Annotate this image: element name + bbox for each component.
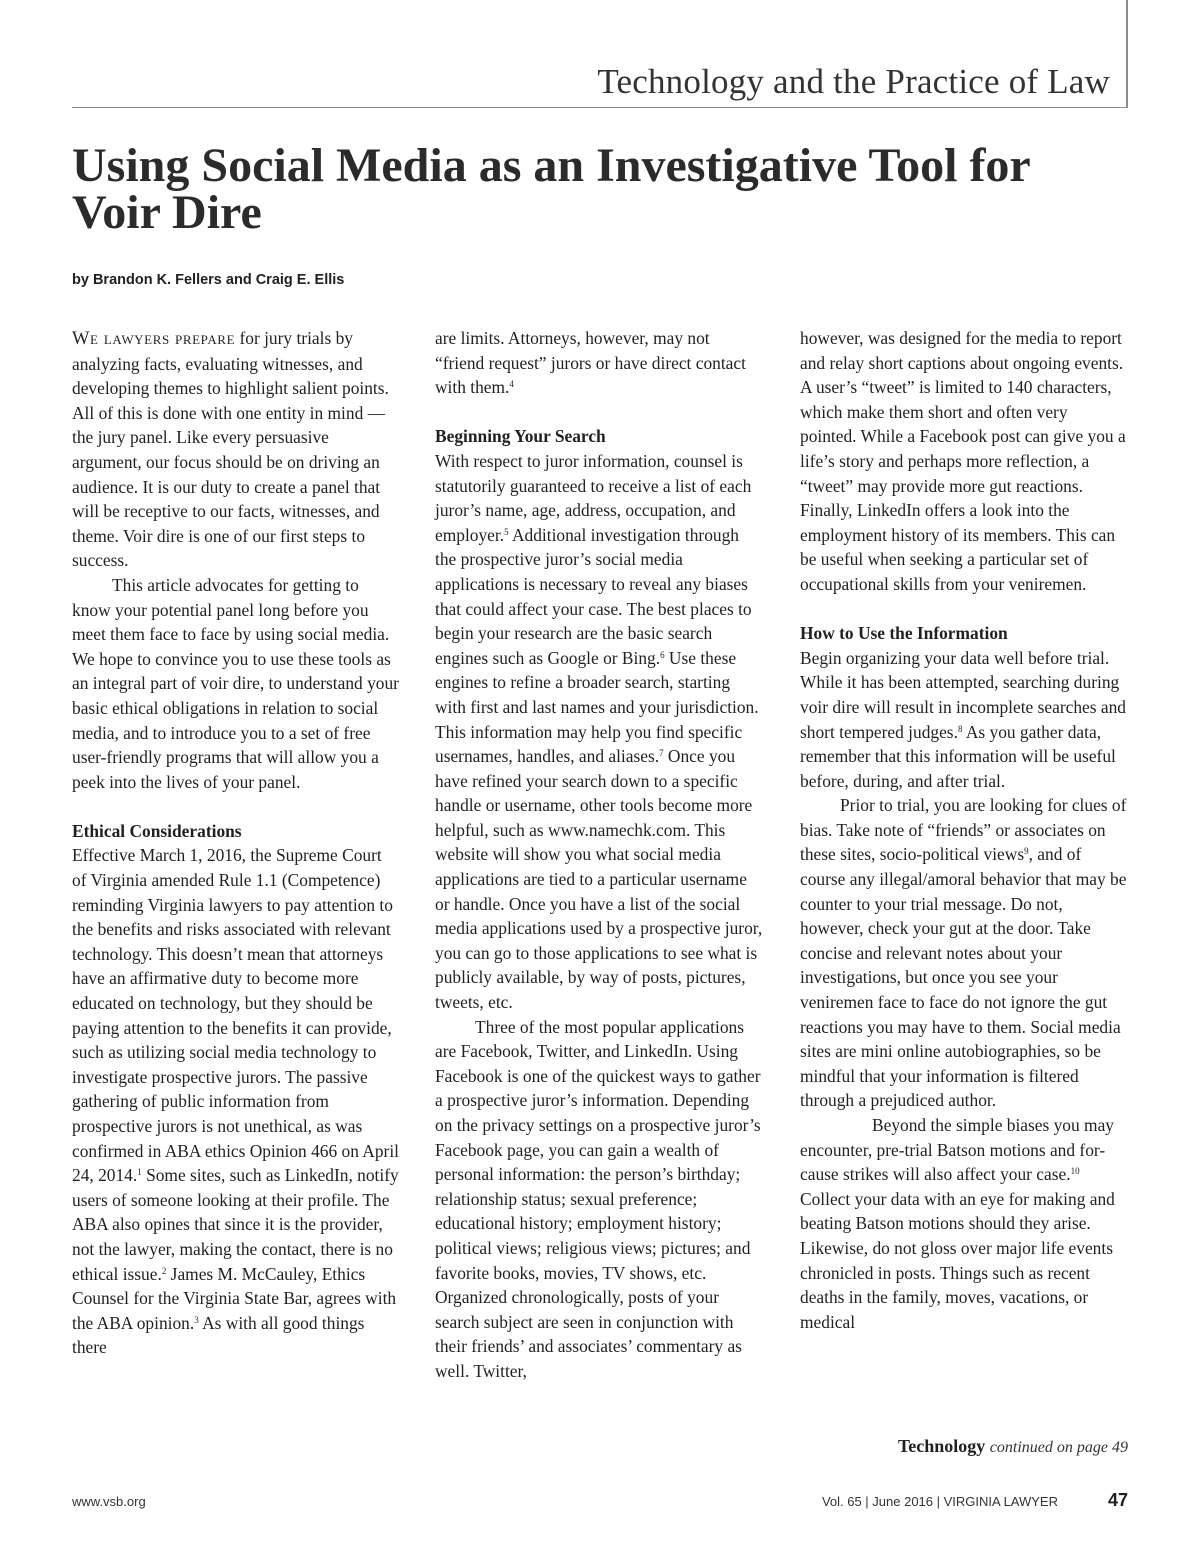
footnote-ref: 8 bbox=[957, 723, 963, 734]
paragraph bbox=[800, 793, 1128, 1113]
subheading-ethical: Ethical Considerations bbox=[72, 820, 242, 841]
paragraph-text: With respect to juror information, counsel is statutorily guaranteed to receive a list of each juror’s name, age, address, occupation, and employer. bbox=[435, 450, 752, 545]
paragraph-text: Prior to trial, you are looking for clues of bias. Take note of “friends” or associates on these sites, socio-political views bbox=[800, 795, 1127, 865]
section-heading: Technology and the Practice of Law bbox=[597, 62, 1110, 101]
footnote-ref: 9 bbox=[1024, 846, 1029, 857]
continued-text: continued on page 49 bbox=[989, 1439, 1128, 1456]
paragraph-text: Begin organizing your data well before trial. While it has been attempted, searching during voir dire will result in incomplete searches and short tempered judges. bbox=[800, 647, 1126, 742]
paragraph-text: Once you have refined your search down to a specific handle or username, other tools become more helpful, such as www.namechk.com. This website will show you what social media applications are tied to a particular username or handle. Once you have a list of the social media applications used by a prospective juror, you can go to those applications to see what is publicly available, by way of posts, pictures, tweets, etc. bbox=[435, 746, 763, 1013]
paragraph bbox=[800, 646, 1128, 794]
paragraph-text: As you gather data, remember that this information will be useful before, during, and after trial. bbox=[800, 721, 1116, 791]
paragraph-text: Use these engines to refine a broader search, starting with first and last names and your jurisdiction. This information may help you find specific usernames, handles, and aliases. bbox=[435, 647, 759, 767]
paragraph: This article advocates for getting to know your potential panel long before you meet them face to face by using social media. We hope to convince you to use these tools as an integral part of voir dire, to understand your basic ethical obligations in relation to social media, and to introduce you to a set of free user-friendly programs that will allow you a peek into the lives of your panel. bbox=[72, 574, 399, 792]
footer-website[interactable]: www.vsb.org bbox=[72, 1494, 146, 1509]
paragraph-text: James M. McCauley, Ethics Counsel for the Virginia State Bar, agrees with the ABA opinion. bbox=[72, 1263, 397, 1333]
paragraph-text: Additional investigation through the prospective juror’s social media applications is necessary to reveal any biases that could affect your case. The best places to begin your research are the basic search engines such as Google or Bing. bbox=[435, 524, 752, 668]
lead-in-caps: We lawyers prepare bbox=[72, 329, 236, 349]
paragraph: however, was designed for the media to report and relay short captions about ongoing events. A user’s “tweet” is limited to 140 characters, which make them short and often very pointed. While a Facebook post can give you a life’s story and perhaps more reflection, a “tweet” may provide more gut reactions. Finally, LinkedIn offers a look into the employment history of its members. This can be useful when seeking a particular set of occupational skills from your veniremen. bbox=[800, 328, 1126, 594]
column-1 bbox=[72, 326, 400, 1360]
footnote-ref: 10 bbox=[1070, 1166, 1080, 1177]
subheading-how-to-use: How to Use the Information bbox=[800, 623, 1008, 644]
paragraph-text: , and of course any illegal/amoral behavior that may be counter to your trial message. Do not, however, check your gut at the door. Take concise and relevant notes about your investigations, but once you see your veniremen face to face do not ignore the gut reactions you may have to them. Social media sites are mini online autobiographies, so be mindful that your information is filtered through a prejudiced author. bbox=[800, 844, 1127, 1111]
footer-issue: Vol. 65 | June 2016 | VIRGINIA LAWYER bbox=[821, 1494, 1058, 1509]
paragraph bbox=[435, 449, 763, 1015]
footnote-ref: 7 bbox=[659, 748, 664, 759]
article-title: Using Social Media as an Investigative Tool for Voir Dire bbox=[72, 139, 1030, 239]
page-number: 47 bbox=[1107, 1490, 1128, 1510]
paragraph-text: Effective March 1, 2016, the Supreme Court of Virginia amended Rule 1.1 (Competence) reminding Virginia lawyers to pay attention to the benefits and risks associated with relevant technology. This doesn’t mean that attorneys have an affirmative duty to become more educated on technology, but they should be paying attention to the benefits it can provide, such as utilizing social media technology to investigate prospective jurors. The passive gathering of public information from prospective jurors is not unethical, as was confirmed in ABA ethics Opinion 466 on April 24, 2014. bbox=[72, 845, 400, 1186]
paragraph bbox=[435, 326, 763, 400]
footnote-ref: 5 bbox=[504, 526, 509, 537]
footnote-ref: 2 bbox=[161, 1265, 167, 1276]
paragraph: Three of the most popular applications are Facebook, Twitter, and LinkedIn. Using Facebook is one of the quickest ways to gather a prospective juror’s information. Depending on the privacy settings on a prospective juror’s Facebook page, you can gain a wealth of personal information: the person’s birthday; relationship status; sexual preference; educational history; employment history; political views; religious views; pictures; and favorite books, movies, TV shows, etc. Organized chronologically, posts of your search subject are seen in conjunction with their friends’ and associates’ commentary as well. Twitter, bbox=[435, 1016, 761, 1381]
subheading-beginning: Beginning Your Search bbox=[435, 426, 606, 447]
paragraph-text: are limits. Attorneys, however, may not “friend request” jurors or have direct contact with them. bbox=[435, 328, 746, 398]
column-2 bbox=[435, 326, 763, 1384]
footnote-ref: 1 bbox=[137, 1167, 142, 1178]
paragraph-text: Some sites, such as LinkedIn, notify users of someone looking at their profile. The ABA also opines that since it is the provider, not the lawyer, making the contact, there is no ethical issue. bbox=[72, 1165, 399, 1284]
paragraph bbox=[72, 843, 400, 1359]
column-3 bbox=[800, 326, 1128, 1334]
footnote-ref: 4 bbox=[509, 379, 514, 390]
paragraph-text: for jury trials by analyzing facts, evaluating witnesses, and developing themes to highlight salient points. All of this is done with one entity in mind — the jury panel. Like every persuasive argument, our focus should be on driving an audience. It is our duty to create a panel that will be receptive to our facts, witnesses, and theme. Voir dire is one of our first steps to success. bbox=[72, 328, 389, 571]
header-vertical-rule bbox=[1126, 0, 1128, 108]
paragraph-text: Collect your data with an eye for making and beating Batson motions should they arise. Likewise, do not gloss over major life events chronicled in posts. Things such as recent deaths in the family, moves, vacations, or medical bbox=[800, 1188, 1115, 1332]
byline: by Brandon K. Fellers and Craig E. Ellis bbox=[72, 272, 345, 288]
continued-label: Technology bbox=[897, 1436, 986, 1456]
header-horizontal-rule bbox=[72, 107, 1128, 108]
continued-note[interactable] bbox=[898, 1436, 1128, 1457]
paragraph bbox=[72, 326, 400, 573]
footnote-ref: 3 bbox=[194, 1314, 199, 1325]
paragraph-text: Beyond the simple biases you may encounter, pre-trial Batson motions and for-cause strikes will also affect your case. bbox=[800, 1115, 1114, 1185]
paragraph-text: As with all good things there bbox=[72, 1312, 365, 1358]
paragraph bbox=[800, 1113, 1128, 1334]
footnote-ref: 6 bbox=[660, 649, 665, 660]
